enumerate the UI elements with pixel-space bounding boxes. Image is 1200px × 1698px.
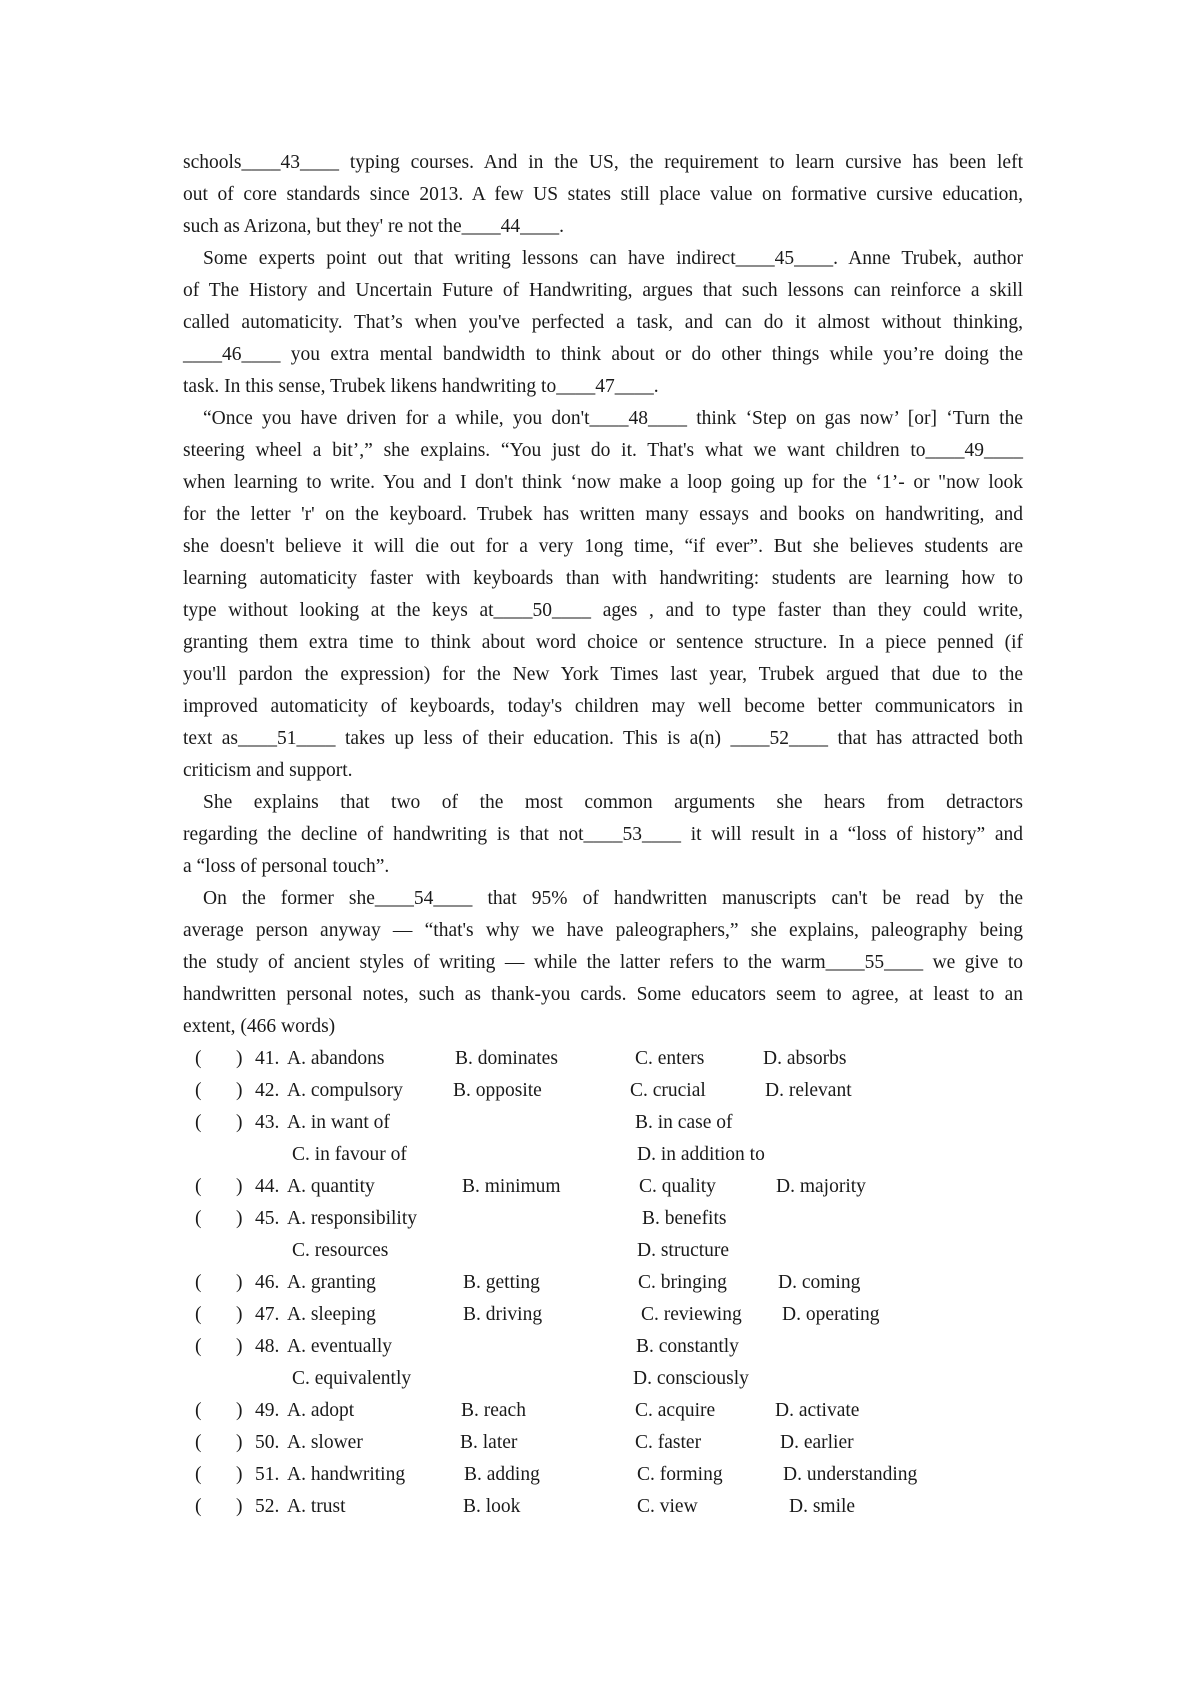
option-d: D. smile	[789, 1496, 856, 1517]
question-52	[183, 1491, 1033, 1523]
question-48-continued	[183, 1363, 1033, 1395]
option-a: A. handwriting	[287, 1464, 406, 1485]
passage-line: called automaticity. That’s when you've perfected a task, and can do it almost without thinking,	[183, 312, 1023, 333]
question-47	[183, 1299, 1033, 1331]
passage-line: granting them extra time to think about word choice or sentence structure. In a piece penned (if	[183, 632, 1023, 653]
passage-line: criticism and support.	[183, 760, 353, 781]
answer-bracket-open: (	[195, 1400, 202, 1421]
answer-bracket-close: )	[236, 1272, 243, 1293]
question-number: 50.	[255, 1432, 280, 1453]
passage-line: you'll pardon the expression) for the New York Times last year, Trubek argued that due to the	[183, 664, 1023, 685]
question-49	[183, 1395, 1033, 1427]
question-43	[183, 1107, 1033, 1139]
answer-bracket-open: (	[195, 1112, 202, 1133]
passage-line: a “loss of personal touch”.	[183, 856, 390, 877]
option-b: B. opposite	[453, 1080, 542, 1101]
answer-bracket-open: (	[195, 1048, 202, 1069]
question-45-continued	[183, 1235, 1033, 1267]
option-d: D. activate	[775, 1400, 860, 1421]
option-a: A. trust	[287, 1496, 346, 1517]
option-b: B. minimum	[462, 1176, 561, 1197]
option-c: C. faster	[635, 1432, 702, 1453]
passage-line: for the letter 'r' on the keyboard. Trubek has written many essays and books on handwriting, and	[183, 504, 1023, 525]
option-a: A. slower	[287, 1432, 363, 1453]
passage-line: steering wheel a bit’,” she explains. “You just do it. That's what we want children to____49____	[183, 440, 1023, 461]
passage-line: ____46____ you extra mental bandwidth to think about or do other things while you’re doing the	[183, 344, 1023, 365]
answer-bracket-close: )	[236, 1336, 243, 1357]
option-c: C. reviewing	[641, 1304, 742, 1325]
question-number: 42.	[255, 1080, 280, 1101]
passage-line: the study of ancient styles of writing — while the latter refers to the warm____55____ we give to	[183, 952, 1023, 973]
answer-bracket-open: (	[195, 1080, 202, 1101]
passage-line: when learning to write. You and I don't think ‘now make a loop going up for the ‘1’- or "now look	[183, 472, 1023, 493]
answer-bracket-open: (	[195, 1496, 202, 1517]
option-b: B. driving	[463, 1304, 543, 1325]
option-b: B. look	[463, 1496, 521, 1517]
option-d: D. operating	[782, 1304, 880, 1325]
answer-bracket-close: )	[236, 1176, 243, 1197]
passage-line: type without looking at the keys at____50____ ages , and to type faster than they could write,	[183, 600, 1023, 621]
answer-bracket-close: )	[236, 1304, 243, 1325]
passage-line: task. In this sense, Trubek likens handwriting to____47____.	[183, 376, 659, 397]
option-c: C. enters	[635, 1048, 705, 1069]
option-a: A. responsibility	[287, 1208, 417, 1229]
option-d: D. relevant	[765, 1080, 852, 1101]
question-45	[183, 1203, 1033, 1235]
question-43-continued	[183, 1139, 1033, 1171]
option-a: A. abandons	[287, 1048, 385, 1069]
option-c: C. quality	[639, 1176, 716, 1197]
question-number: 43.	[255, 1112, 280, 1133]
option-a: A. quantity	[287, 1176, 375, 1197]
option-b: B. dominates	[455, 1048, 558, 1069]
answer-bracket-open: (	[195, 1464, 202, 1485]
option-b: B. later	[460, 1432, 518, 1453]
answer-bracket-close: )	[236, 1208, 243, 1229]
passage-line: of The History and Uncertain Future of Handwriting, argues that such lessons can reinforce a skill	[183, 280, 1023, 301]
passage-line: regarding the decline of handwriting is that not____53____ it will result in a “loss of history” and	[183, 824, 1023, 845]
option-c: C. acquire	[635, 1400, 716, 1421]
option-d: D. in addition to	[637, 1144, 765, 1165]
question-48	[183, 1331, 1033, 1363]
option-d: D. consciously	[633, 1368, 749, 1389]
option-b: B. constantly	[636, 1336, 739, 1357]
question-number: 49.	[255, 1400, 280, 1421]
option-c: C. resources	[292, 1240, 389, 1261]
option-b: B. getting	[463, 1272, 540, 1293]
question-number: 47.	[255, 1304, 280, 1325]
option-c: C. equivalently	[292, 1368, 412, 1389]
option-d: D. understanding	[783, 1464, 918, 1485]
passage-line: handwritten personal notes, such as thank-you cards. Some educators seem to agree, at least to an	[183, 984, 1023, 1005]
option-c: C. bringing	[638, 1272, 727, 1293]
option-c: C. in favour of	[292, 1144, 407, 1165]
question-number: 51.	[255, 1464, 280, 1485]
question-46	[183, 1267, 1033, 1299]
option-d: D. absorbs	[763, 1048, 847, 1069]
passage-line: learning automaticity faster with keyboards than with handwriting: students are learning how to	[183, 568, 1023, 589]
answer-bracket-close: )	[236, 1048, 243, 1069]
option-b: B. benefits	[642, 1208, 727, 1229]
passage-line: she doesn't believe it will die out for a very 1ong time, “if ever”. But she believes students are	[183, 536, 1023, 557]
passage-line: out of core standards since 2013. A few US states still place value on formative cursive education,	[183, 184, 1023, 205]
option-a: A. adopt	[287, 1400, 355, 1421]
passage-line: such as Arizona, but they' re not the____44____.	[183, 216, 564, 237]
option-b: B. reach	[461, 1400, 526, 1421]
question-number: 41.	[255, 1048, 280, 1069]
answer-bracket-close: )	[236, 1080, 243, 1101]
answer-bracket-open: (	[195, 1272, 202, 1293]
option-a: A. granting	[287, 1272, 376, 1293]
question-41	[183, 1043, 1033, 1075]
answer-bracket-open: (	[195, 1304, 202, 1325]
passage-line: “Once you have driven for a while, you don't____48____ think ‘Step on gas now’ [or] ‘Turn the	[203, 408, 1023, 429]
answer-bracket-close: )	[236, 1464, 243, 1485]
passage-line: Some experts point out that writing lessons can have indirect____45____. Anne Trubek, author	[203, 248, 1023, 269]
passage-line: She explains that two of the most common arguments she hears from detractors	[203, 792, 1023, 813]
answer-bracket-close: )	[236, 1112, 243, 1133]
answer-bracket-open: (	[195, 1208, 202, 1229]
option-c: C. forming	[637, 1464, 723, 1485]
question-number: 45.	[255, 1208, 280, 1229]
question-51	[183, 1459, 1033, 1491]
option-c: C. crucial	[630, 1080, 706, 1101]
question-number: 52.	[255, 1496, 280, 1517]
answer-bracket-open: (	[195, 1432, 202, 1453]
question-number: 44.	[255, 1176, 280, 1197]
answer-bracket-open: (	[195, 1176, 202, 1197]
question-50	[183, 1427, 1033, 1459]
passage-line: text as____51____ takes up less of their education. This is a(n) ____52____ that has attracted both	[183, 728, 1023, 749]
option-c: C. view	[637, 1496, 698, 1517]
answer-bracket-close: )	[236, 1496, 243, 1517]
option-a: A. sleeping	[287, 1304, 376, 1325]
option-d: D. coming	[778, 1272, 861, 1293]
option-b: B. in case of	[635, 1112, 733, 1133]
option-b: B. adding	[464, 1464, 540, 1485]
passage-line: On the former she____54____ that 95% of handwritten manuscripts can't be read by the	[203, 888, 1023, 909]
answer-bracket-open: (	[195, 1336, 202, 1357]
passage-line: average person anyway — “that's why we have paleographers,” she explains, paleography being	[183, 920, 1023, 941]
option-a: A. compulsory	[287, 1080, 403, 1101]
option-a: A. eventually	[287, 1336, 393, 1357]
option-a: A. in want of	[287, 1112, 390, 1133]
question-44	[183, 1171, 1033, 1203]
question-42	[183, 1075, 1033, 1107]
option-d: D. majority	[776, 1176, 866, 1197]
question-number: 48.	[255, 1336, 280, 1357]
question-number: 46.	[255, 1272, 280, 1293]
passage-line: extent, (466 words)	[183, 1016, 336, 1037]
answer-bracket-close: )	[236, 1432, 243, 1453]
passage-line: improved automaticity of keyboards, today's children may well become better communicators in	[183, 696, 1023, 717]
option-d: D. earlier	[780, 1432, 854, 1453]
passage-line: schools____43____ typing courses. And in the US, the requirement to learn cursive has been left	[183, 152, 1023, 173]
answer-bracket-close: )	[236, 1400, 243, 1421]
option-d: D. structure	[637, 1240, 730, 1261]
